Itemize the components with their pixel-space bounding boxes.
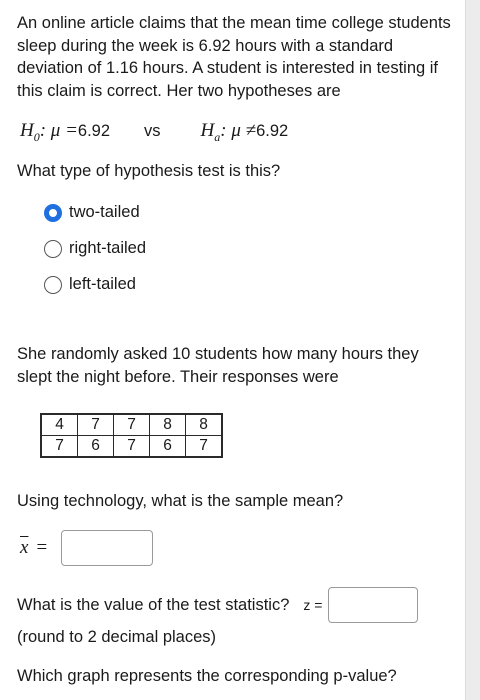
sample-mean-input[interactable]: [61, 530, 153, 566]
null-value: 6.92: [77, 122, 111, 140]
vs-text: vs: [144, 122, 161, 140]
table-cell: 6: [150, 436, 186, 458]
option-label: right-tailed: [69, 239, 147, 257]
sample-mean-row: [20, 530, 153, 566]
option-label: left-tailed: [69, 275, 136, 293]
option-right-tailed[interactable]: [44, 239, 146, 258]
alt-hypothesis: $H_a$: μ ≠: [200, 120, 257, 144]
problem-intro: An online article claims that the mean time college students sleep during the week is 6.92 hours with a standard deviation of 1.16 hours. A student is interested in testing if this claim is correct. Her two hypotheses are: [17, 14, 451, 100]
table-cell: 8: [150, 414, 186, 436]
z-label: z =: [303, 597, 323, 613]
table-cell: 7: [114, 436, 150, 458]
p-value-graph-question: Which graph represents the corresponding p-value?: [17, 667, 397, 685]
test-statistic-row: [17, 587, 418, 623]
table-cell: 4: [41, 414, 78, 436]
sample-mean-question: Using technology, what is the sample mean?: [17, 492, 344, 510]
vertical-scrollbar[interactable]: [465, 0, 480, 700]
table-cell: 7: [78, 414, 114, 436]
table-cell: 6: [78, 436, 114, 458]
null-hypothesis: $H_0$: μ =: [20, 120, 78, 144]
table-cell: 8: [186, 414, 223, 436]
hypotheses: [20, 120, 288, 145]
test-type-question: What type of hypothesis test is this?: [17, 162, 281, 180]
option-two-tailed[interactable]: [44, 203, 140, 222]
table-cell: 7: [186, 436, 223, 458]
table-row: [41, 414, 222, 436]
xbar-symbol: $\overline{x}$: [20, 537, 29, 558]
radio-selected-icon[interactable]: [44, 204, 62, 222]
responses-table: [40, 413, 223, 458]
test-statistic-question: What is the value of the test statistic?: [17, 595, 290, 614]
table-row: [41, 436, 222, 458]
option-left-tailed[interactable]: [44, 275, 136, 294]
sample-description: She randomly asked 10 students how many hours they slept the night before. Their responses were: [17, 345, 419, 386]
radio-icon[interactable]: [44, 276, 62, 294]
table-cell: 7: [114, 414, 150, 436]
rounding-note: (round to 2 decimal places): [17, 628, 217, 646]
test-statistic-input[interactable]: [328, 587, 418, 623]
table-cell: 7: [41, 436, 78, 458]
radio-icon[interactable]: [44, 240, 62, 258]
option-label: two-tailed: [69, 203, 140, 221]
equals-sign: =: [36, 537, 48, 558]
alt-value: 6.92: [256, 122, 289, 140]
